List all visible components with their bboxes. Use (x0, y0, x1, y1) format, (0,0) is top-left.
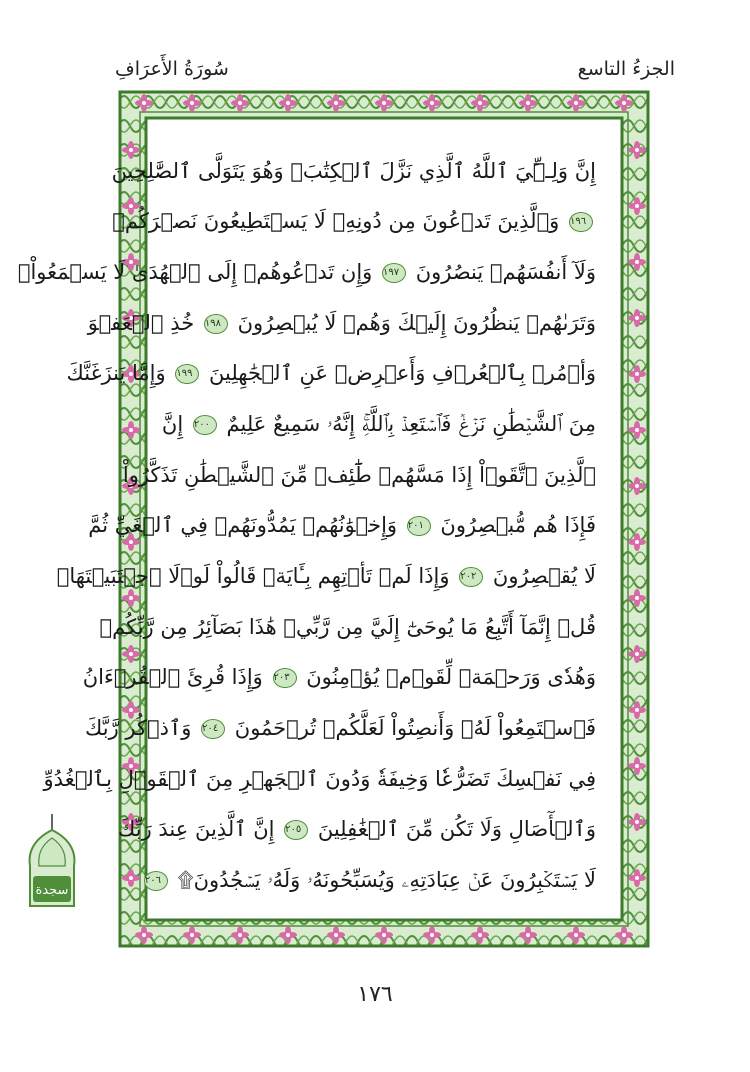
verse-text: وَأۡمُرۡ بِٱلۡعُرۡفِ وَأَعۡرِضۡ عَنِ ٱلۡجَٰهِلِينَ (209, 361, 596, 385)
ayah-marker: ١٩٩ (175, 364, 199, 384)
verse-text: لَا يُقۡصِرُونَ (492, 564, 596, 588)
text-line-5 (66, 350, 596, 396)
ayah-marker: ٢٠١ (407, 516, 431, 536)
text-line-12 (85, 705, 596, 751)
verse-text: وَإِن تَدۡعُوهُمۡ إِلَى ٱلۡهُدَىٰ لَا يَسۡمَعُواْۖ (17, 260, 373, 284)
page-number: ١٧٦ (357, 982, 393, 1007)
verse-text: وَٱلَّذِينَ تَدۡعُونَ مِن دُونِهِۦ لَا يَسۡتَطِيعُونَ نَصۡرَكُمۡ (112, 209, 560, 233)
verse-text: إِنَّ وَلِـِّۧيَ ٱللَّهُ ٱلَّذِي نَزَّلَ ٱلۡكِتَٰبَۖ وَهُوَ يَتَوَلَّى ٱلصَّٰلِحِينَ (111, 159, 596, 183)
text-line-2 (112, 198, 596, 244)
text-line-14 (118, 806, 596, 852)
text-line-11 (82, 654, 596, 700)
ayah-marker: ٢٠٠ (193, 415, 217, 435)
text-line-3 (17, 249, 596, 295)
verse-text: فَإِذَا هُم مُّبۡصِرُونَ (440, 513, 596, 537)
text-line-9 (56, 553, 596, 599)
verse-text: وَإِخۡوَٰنُهُمۡ يَمُدُّونَهُمۡ فِي ٱلۡغَيِّ ثُمَّ (88, 513, 398, 537)
text-line-7 (122, 452, 596, 498)
verse-text: إِنَّ (161, 412, 184, 436)
verse-text: قُلۡ إِنَّمَآ أَتَّبِعُ مَا يُوحَىٰٓ إِلَيَّ مِن رَّبِّيۚ هَٰذَا بَصَآئِرُ مِن رَّبِّكُمۡ (99, 615, 596, 639)
verse-text: إِنَّ ٱلَّذِينَ عِندَ رَبِّكَ (118, 817, 275, 841)
text-line-13 (43, 756, 596, 802)
ayah-marker: ٢٠٣ (273, 668, 297, 688)
text-line-15 (144, 857, 596, 903)
verse-text: وَهُدٗى وَرَحۡمَةٞ لِّقَوۡمٖ يُؤۡمِنُونَ (306, 665, 596, 689)
verse-text: خُذِ ٱلۡعَفۡوَ (87, 311, 195, 335)
verse-text: لَا يَسۡتَكۡبِرُونَ عَنۡ عِبَادَتِهِۦ وَيُسَبِّحُونَهُۥ وَلَهُۥ يَسۡجُدُونَ۩ (177, 868, 596, 892)
verse-text: مِنَ ٱلشَّيۡطَٰنِ نَزۡغٞ فَٱسۡتَعِذۡ بِٱللَّهِۚ إِنَّهُۥ سَمِيعٌ عَلِيمٌ (226, 412, 596, 436)
verse-text: وَٱذۡكُر رَّبَّكَ (85, 716, 192, 740)
verse-text: ٱلَّذِينَ ٱتَّقَوۡاْ إِذَا مَسَّهُمۡ طَٰٓئِفٞ مِّنَ ٱلشَّيۡطَٰنِ تَذَكَّرُواْ (122, 463, 596, 487)
text-line-1 (111, 148, 596, 194)
text-line-10 (99, 604, 596, 650)
ayah-marker: ١٩٨ (204, 314, 228, 334)
text-line-6 (161, 401, 596, 447)
ayah-marker: ١٩٦ (569, 212, 593, 232)
ayah-marker: ٢٠٤ (201, 719, 225, 739)
verse-text: وَتَرَىٰهُمۡ يَنظُرُونَ إِلَيۡكَ وَهُمۡ لَا يُبۡصِرُونَ (237, 311, 596, 335)
surah-name: سُورَةُ الأَعرَافِ (115, 58, 229, 80)
verse-text: وَٱلۡأٓصَالِ وَلَا تَكُن مِّنَ ٱلۡغَٰفِلِينَ (317, 817, 596, 841)
ayah-marker: ٢٠٥ (284, 820, 308, 840)
verse-text: وَإِذَا لَمۡ تَأۡتِهِم بِـَٔايَةٖ قَالُواْ لَوۡلَا ٱجۡتَبَيۡتَهَاۚ (56, 564, 450, 588)
verse-text: فِي نَفۡسِكَ تَضَرُّعٗا وَخِيفَةٗ وَدُونَ ٱلۡجَهۡرِ مِنَ ٱلۡقَوۡلِ بِٱلۡغُدُوِّ (43, 767, 596, 791)
ayah-marker: ٢٠٢ (459, 567, 483, 587)
juz-name: الجزءُ التاسع (577, 58, 675, 80)
ayah-marker: ١٩٧ (382, 263, 406, 283)
verse-text: وَإِذَا قُرِئَ ٱلۡقُرۡءَانُ (82, 665, 263, 689)
text-line-8 (88, 502, 596, 548)
verse-text: فَٱسۡتَمِعُواْ لَهُۥ وَأَنصِتُواْ لَعَلَّكُمۡ تُرۡحَمُونَ (234, 716, 596, 740)
verse-text: وَإِمَّا يَنزَغَنَّكَ (66, 361, 166, 385)
verse-text: وَلَآ أَنفُسَهُمۡ يَنصُرُونَ (415, 260, 596, 284)
ayah-marker: ٢٠٦ (144, 871, 168, 891)
text-line-4 (87, 300, 596, 346)
sajda-label: سجدة (35, 883, 69, 898)
